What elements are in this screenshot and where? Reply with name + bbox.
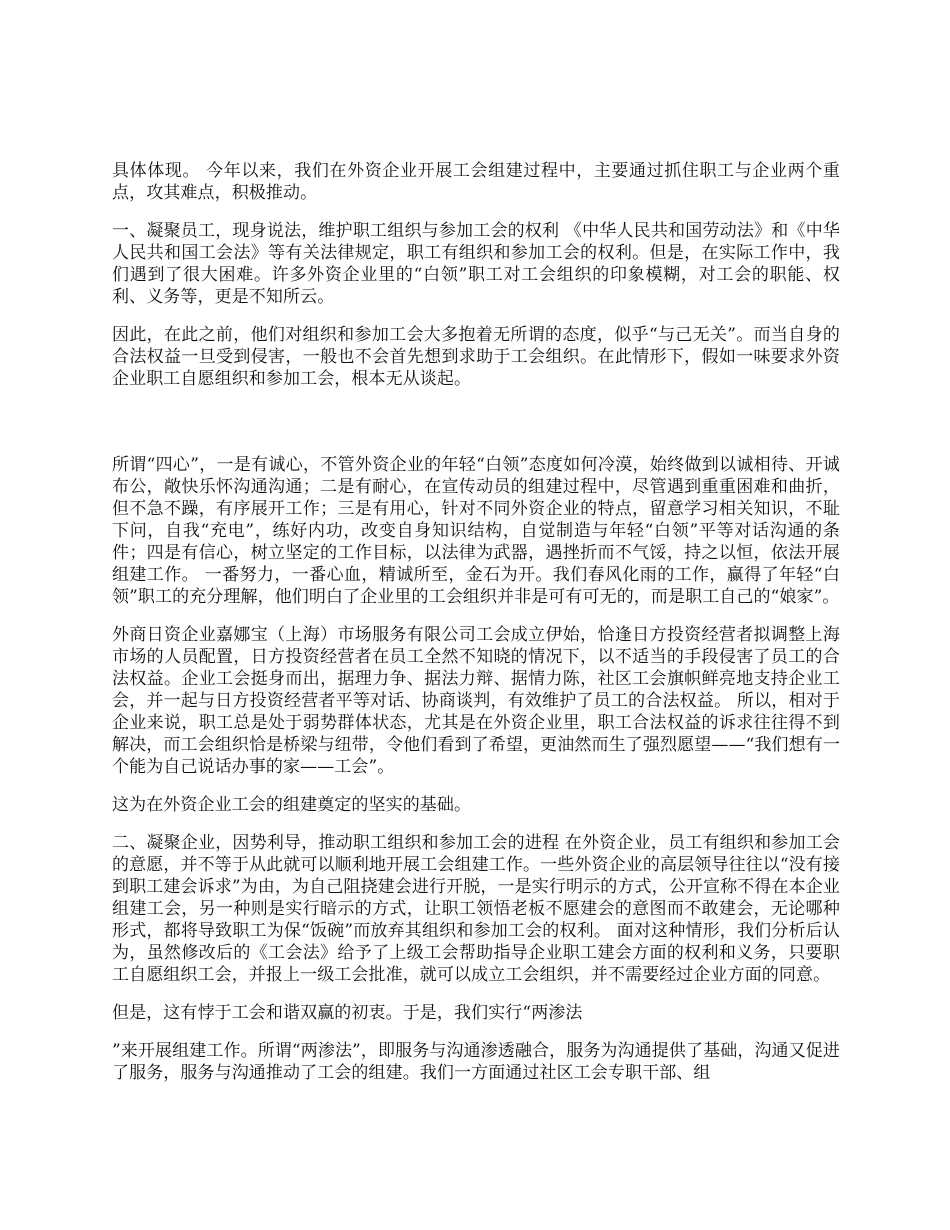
- paragraph-foundation: 这为在外资企业工会的组建奠定的坚实的基础。: [112, 795, 472, 815]
- paragraph-two-penetration: ”来开展组建工作。所谓“两渗法”，即服务与沟通渗透融合，服务为沟通提供了基础，沟通又促进了服务，服务与沟通推动了工会的组建。我们一方面通过社区工会专职干部、组: [112, 1041, 840, 1083]
- paragraph-intro: 具体体现。 今年以来，我们在外资企业开展工会组建过程中，主要通过抓住职工与企业两个重点，攻其难点，积极推动。: [112, 161, 840, 203]
- paragraph-spacer: [112, 1024, 840, 1040]
- document-body: [112, 160, 840, 1084]
- paragraph-spacer: [112, 608, 840, 624]
- paragraph-spacer: [112, 816, 840, 832]
- paragraph-section-two: 二、凝聚企业，因势利导，推动职工组织和参加工会的进程 在外资企业，员工有组织和参加工会的意愿，并不等于从此就可以顺利地开展工会组建工作。一些外资企业的高层领导往往以“没有接到职工建会诉求”为由，为自己阻挠建会进行开脱，一是实行明示的方式，公开宣称不得在本企业组建工会，另一种则是实行暗示的方式，让职工领悟老板不愿建会的意图而不敢建会，无论哪种形式，都将导致职工为保“饭碗”而放弃其组织和参加工会的权利。 面对这种情形，我们分析后认为，虽然修改后的《工会法》给予了上级工会帮助指导企业职工建会方面的权利和义务，只要职工自愿组织工会，并报上一级工会批准，就可以成立工会组织，并不需要经过企业方面的同意。: [112, 833, 840, 985]
- paragraph-spacer: [112, 204, 840, 220]
- paragraph-however: 但是，这有悖于工会和谐双赢的初衷。于是，我们实行“两渗法: [112, 1003, 583, 1023]
- paragraph-section-one: 一、凝聚员工，现身说法，维护职工组织与参加工会的权利 《中华人民共和国劳动法》和《中华人民共和国工会法》等有关法律规定，职工有组织和参加工会的权利。但是，在实际工作中，我们遇到了很大困难。许多外资企业里的“白领”职工对工会组织的印象模糊，对工会的职能、权利、义务等，更是不知所云。: [112, 221, 840, 307]
- paragraph-four-hearts: 所谓“四心”，一是有诚心，不管外资企业的年轻“白领”态度如何冷漠，始终做到以诚相待、开诚布公，敞快乐怀沟通沟通；二是有耐心，在宣传动员的组建过程中，尽管遇到重重困难和曲折，但不急不躁，有序展开工作；三是有用心，针对不同外资企业的特点，留意学习相关知识，不耻下问，自我“充电”，练好内功，改变自身知识结构，自觉制造与年轻“白领”平等对话沟通的条件；四是有信心，树立坚定的工作目标，以法律为武器，遇挫折而不气馁，持之以恒，依法开展组建工作。 一番努力，一番心血，精诚所至，金石为开。我们春风化雨的工作，赢得了年轻“白领”职工的充分理解，他们明白了企业里的工会组织并非是可有可无的，而是职工自己的“娘家”。: [112, 455, 840, 607]
- paragraph-spacer: [112, 986, 840, 1002]
- paragraph-spacer: [112, 308, 840, 324]
- paragraph-spacer: [112, 778, 840, 794]
- paragraph-therefore: 因此，在此之前，他们对组织和参加工会大多抱着无所谓的态度，似乎“与己无关”。而当自身的合法权益一旦受到侵害，一般也不会首先想到求助于工会组织。在此情形下，假如一味要求外资企业职工自愿组织和参加工会，根本无从谈起。: [112, 325, 840, 389]
- section-gap: [112, 390, 840, 454]
- paragraph-kanebo-case: 外商日资企业嘉娜宝（上海）市场服务有限公司工会成立伊始，恰逢日方投资经营者拟调整上海市场的人员配置，日方投资经营者在员工全然不知晓的情况下，以不适当的手段侵害了员工的合法权益。企业工会挺身而出，据理力争、据法力辩、据情力陈，社区工会旗帜鲜亮地支持企业工会，并一起与日方投资经营者平等对话、协商谈判，有效维护了员工的合法权益。 所以，相对于企业来说，职工总是处于弱势群体状态，尤其是在外资企业里，职工合法权益的诉求往往得不到解决，而工会组织恰是桥梁与纽带，令他们看到了希望，更油然而生了强烈愿望——“我们想有一个能为自己说话办事的家——工会”。: [112, 625, 840, 777]
